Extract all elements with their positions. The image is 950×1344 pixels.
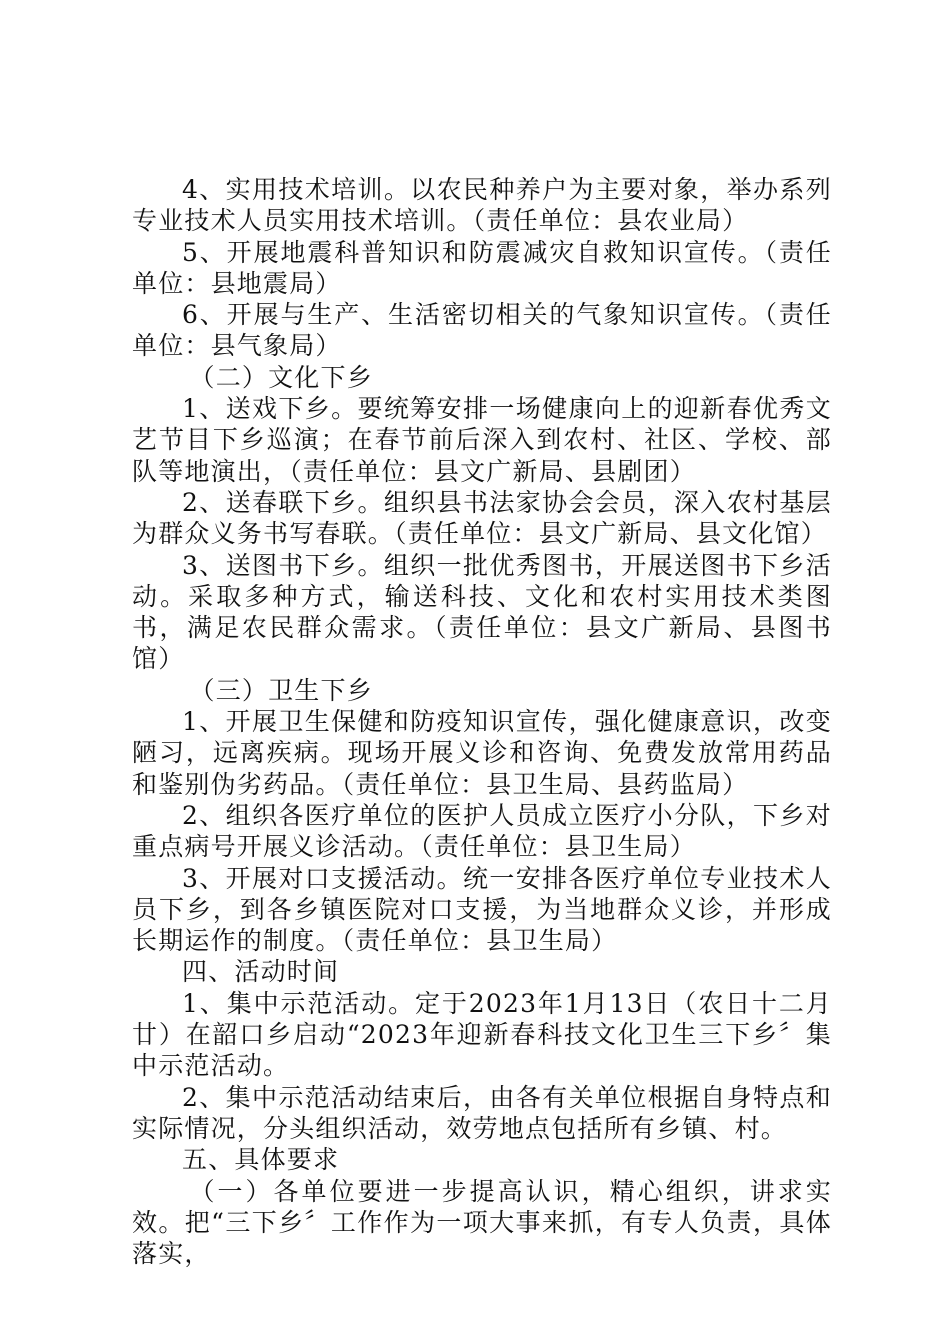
section-heading-schedule: 四、活动时间 [182,957,340,987]
section-heading-culture: （二）文化下乡 [189,362,373,392]
paragraph-schedule-1: 1、集中示范活动。定于2023年1月13日（农日十二月廿）在韶口乡启动“2023年迎新春科技文化卫生三下乡〞集中示范活动。 [132,988,832,1081]
paragraph-requirements-1: （一）各单位要进一步提高认识，精心组织，讲求实效。把“三下乡〞工作作为一项大事来抓，有专人负责，具体落实， [132,1176,832,1269]
paragraph-culture-2: 2、送春联下乡。组织县书法家协会会员，深入农村基层为群众义务书写春联。（责任单位：县文广新局、县文化馆） [132,487,832,549]
paragraph-culture-3: 3、送图书下乡。组织一批优秀图书，开展送图书下乡活动。采取多种方式，输送科技、文化和农村实用技术类图书，满足农民群众需求。（责任单位：县文广新局、县图书馆） [132,550,832,674]
paragraph-culture-1: 1、送戏下乡。要统筹安排一场健康向上的迎新春优秀文艺节目下乡巡演；在春节前后深入到农村、社区、学校、部队等地演出，（责任单位：县文广新局、县剧团） [132,394,832,486]
paragraph-health-3: 3、开展对口支援活动。统一安排各医疗单位专业技术人员下乡，到各乡镇医院对口支援，为当地群众义诊，并形成长期运作的制度。（责任单位：县卫生局） [132,863,832,956]
section-heading-health: （三）卫生下乡 [189,675,373,705]
paragraph-health-2: 2、组织各医疗单位的医护人员成立医疗小分队，下乡对重点病号开展义诊活动。（责任单位：县卫生局） [132,800,832,862]
paragraph-item-6-weather: 6、开展与生产、生活密切相关的气象知识宣传。（责任单位：县气象局） [132,300,832,361]
document-body [132,174,832,1269]
paragraph-item-5-earthquake: 5、开展地震科普知识和防震减灾自救知识宣传。（责任单位：县地震局） [132,237,832,298]
paragraph-health-1: 1、开展卫生保健和防疫知识宣传，强化健康意识，改变陋习，远离疾病。现场开展义诊和咨询、免费发放常用药品和鉴别伪劣药品。（责任单位：县卫生局、县药监局） [132,707,832,799]
section-heading-requirements: 五、具体要求 [182,1145,340,1175]
paragraph-schedule-2: 2、集中示范活动结束后，由各有关单位根据自身特点和实际情况，分头组织活动，效劳地点包括所有乡镇、村。 [132,1082,832,1143]
paragraph-item-4-tech-training: 4、实用技术培训。以农民种养户为主要对象，举办系列专业技术人员实用技术培训。（责任单位：县农业局） [132,175,832,236]
